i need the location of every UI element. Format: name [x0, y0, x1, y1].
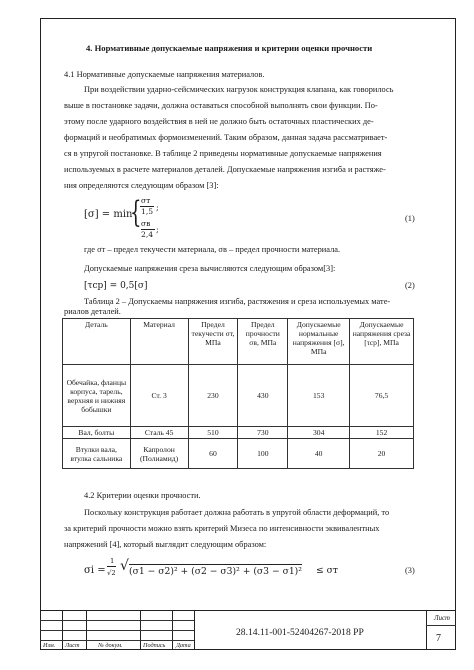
paragraph-line: При воздействии ударно-сейсмических нагрузок конструкция клапана, как говорилось	[84, 85, 394, 94]
stamp-row-line	[40, 640, 194, 641]
table-header-cell: Предел прочности σв, МПа	[238, 319, 288, 365]
subsection-heading: 4.1 Нормативные допускаемые напряжения материалов.	[64, 70, 265, 79]
eq1-separator: ;	[156, 203, 159, 212]
paragraph-line: выше в постановке задачи, должна оставаться способной выполнять свои функции. По-	[64, 101, 378, 110]
sheet-number: 7	[436, 633, 441, 644]
paragraph-line: формаций и необратимых формоизменений. Таким образом, данная задача рассматривает-	[64, 133, 388, 142]
table-cell: 230	[188, 365, 238, 427]
eq1-lhs: [σ] = min	[84, 209, 133, 220]
table-cell: 40	[288, 439, 350, 469]
table-row	[63, 427, 414, 439]
eq1-separator: ;	[156, 225, 159, 234]
stamp-row-line	[40, 630, 194, 631]
table-row	[63, 365, 414, 427]
subsection-heading: 4.2 Критерии оценки прочности.	[84, 491, 201, 500]
eq1-brace: {	[130, 195, 142, 230]
table-header-cell: Допускаемые напряжения среза [τср], МПа	[350, 319, 414, 365]
paragraph-line: напряжений [4], который выглядит следующим образом:	[64, 540, 267, 549]
stamp-label: Изм.	[43, 642, 56, 649]
eq1-frac1-num: σт	[141, 196, 151, 205]
table-cell: 152	[350, 427, 414, 439]
table-caption-line: риалов деталей.	[64, 307, 121, 316]
table-cell: Обечайка, фланцы корпуса, тарель, верхняя и нижняя бобышки	[63, 365, 131, 427]
stamp-row-line	[426, 625, 456, 626]
table-cell: 60	[188, 439, 238, 469]
table-cell: 100	[238, 439, 288, 469]
eq3-rhs: ≤ σт	[316, 565, 338, 576]
eq1-frac2-num: σв	[141, 219, 151, 228]
eq1-frac1-den: 1,5	[141, 207, 154, 216]
paragraph-line: этому после ударного воздействия в ней не должно быть остаточных пластических де-	[64, 117, 374, 126]
eq3-radical-sign: √	[120, 558, 129, 574]
table-cell: 510	[188, 427, 238, 439]
table-cell: Вал, болты	[63, 427, 131, 439]
document-code: 28.14.11-001-52404267-2018 РР	[236, 627, 364, 638]
paragraph-line: используемых в расчете материалов деталей. Допускаемые напряжения изгиба и растяже-	[64, 165, 386, 174]
equation-number: (2)	[405, 281, 415, 290]
stress-table	[62, 318, 414, 469]
table-cell: 730	[238, 427, 288, 439]
stamp-label: Лист	[65, 642, 80, 649]
paragraph-line: Допускаемые напряжения среза вычисляются следующим образом[3]:	[84, 264, 336, 273]
paragraph-line: ся в упругой постановке. В таблице 2 приведены нормативные допускаемые напряжения	[64, 149, 382, 158]
table-cell: 76,5	[350, 365, 414, 427]
stamp-label: Дата	[176, 642, 191, 649]
stamp-divider	[426, 611, 427, 650]
table-header-cell: Деталь	[63, 319, 131, 365]
table-cell: Капролон (Полиамид)	[130, 439, 188, 469]
sheet-label: Лист	[434, 615, 450, 622]
paragraph-line: за критерий прочности можно взять критерий Мизеса по интенсивности эквивалентных	[64, 524, 380, 533]
table-cell: 20	[350, 439, 414, 469]
equation-2: [τср] = 0,5[σ]	[84, 281, 148, 291]
table-row	[63, 439, 414, 469]
title-block	[40, 610, 456, 650]
eq3-radicand: (σ1 − σ2)² + (σ2 − σ3)² + (σ3 − σ1)²	[129, 566, 302, 577]
eq1-frac2-den: 2,4	[141, 230, 154, 239]
table-cell: Ст. 3	[130, 365, 188, 427]
table-caption-line: Таблица 2 – Допускаемы напряжения изгиба, растяжения и среза используемых мате-	[84, 297, 391, 306]
stamp-divider	[194, 611, 195, 650]
stamp-label: № докум.	[98, 642, 123, 649]
equation-number: (3)	[405, 566, 415, 575]
equation-number: (1)	[405, 214, 415, 223]
stamp-label: Подпись	[143, 642, 166, 649]
table-header-cell: Допускаемые нормальные напряжения [σ], МПа	[288, 319, 350, 365]
eq3-lhs: σi =	[84, 565, 106, 576]
eq1-note: где σт – предел текучести материала, σв – предел прочности материала.	[84, 245, 341, 254]
paragraph-line: Поскольку конструкция работает должна работать в упругой области деформаций, то	[84, 508, 390, 517]
eq3-coef-den: √2	[107, 566, 116, 578]
table-header-row	[63, 319, 414, 365]
table-cell: Сталь 45	[130, 427, 188, 439]
table-cell: 430	[238, 365, 288, 427]
table-header-cell: Материал	[130, 319, 188, 365]
table-cell: 153	[288, 365, 350, 427]
table-header-cell: Предел текучести σт, МПа	[188, 319, 238, 365]
section-title: 4. Нормативные допускаемые напряжения и критерии оценки прочности	[86, 43, 373, 53]
stamp-row-line	[40, 620, 194, 621]
table-cell: 304	[288, 427, 350, 439]
paragraph-line: ния определяются следующим образом [3]:	[64, 181, 219, 190]
table-cell: Втулки вала, втулка сальника	[63, 439, 131, 469]
eq3-coef-num: 1	[110, 557, 115, 565]
